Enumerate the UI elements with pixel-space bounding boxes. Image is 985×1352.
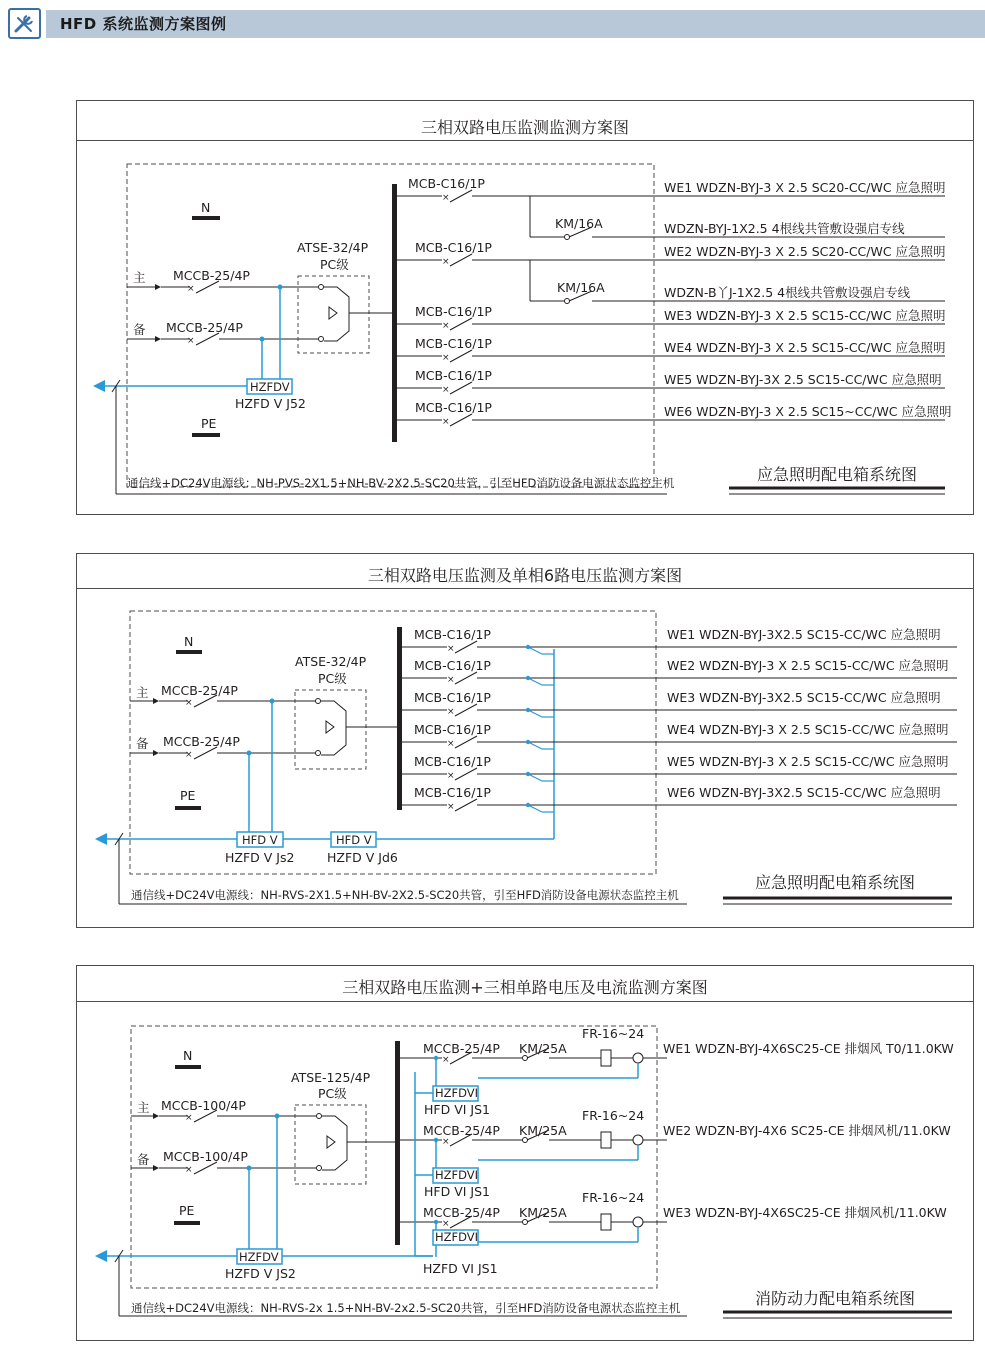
pe-label: PE xyxy=(179,1203,195,1218)
breaker-label: MCB-C16/1P xyxy=(415,240,492,255)
monitor-label-2: HZFD V Jd6 xyxy=(327,850,398,865)
branch-monitor-label: HZFD VI JS1 xyxy=(423,1261,498,1276)
mccb-branch-label: MCCB-25/4P xyxy=(423,1205,500,1220)
n-bar xyxy=(192,216,220,220)
mccb-branch-label: MCCB-25/4P xyxy=(423,1041,500,1056)
atse-label: ATSE-32/4P xyxy=(295,654,367,669)
n-label: N xyxy=(183,1048,193,1063)
signal-arrow xyxy=(95,833,107,845)
breaker-label: MCB-C16/1P xyxy=(415,368,492,383)
output-label: WE2 WDZN-BYJ-4X6 SC25-CE 排烟风机/11.0KW xyxy=(663,1123,951,1138)
output-label: WE1 WDZN-BYJ-4X6SC25-CE 排烟风 T0/11.0KW xyxy=(663,1041,954,1056)
svg-text:×: × xyxy=(185,750,193,760)
diagram-panel-2 xyxy=(76,553,974,928)
current-transformer xyxy=(633,1217,643,1227)
mccb-backup-label: MCCB-100/4P xyxy=(163,1149,248,1164)
atse-pc-label: PC级 xyxy=(318,671,347,686)
output-label: WDZN-B丫J-1X2.5 4根线共管敷设强启专线 xyxy=(664,285,911,300)
atse-label: ATSE-32/4P xyxy=(297,240,369,255)
panel-1-schematic xyxy=(77,101,975,516)
svg-text:×: × xyxy=(185,698,193,708)
breaker-label: MCB-C16/1P xyxy=(415,336,492,351)
output-label: WE2 WDZN-BYJ-3 X 2.5 SC20-CC/WC 应急照明 xyxy=(664,244,946,259)
svg-text:×: × xyxy=(447,802,455,812)
breaker-label: MCB-C16/1P xyxy=(414,754,491,769)
panel-3-schematic xyxy=(77,966,975,1342)
km-label: KM/25A xyxy=(519,1205,567,1220)
monitor-box-1-label: HFD V xyxy=(242,833,278,847)
n-label: N xyxy=(184,634,194,649)
svg-text:×: × xyxy=(442,385,450,395)
pe-label: PE xyxy=(180,788,196,803)
breaker-label: MCB-C16/1P xyxy=(414,690,491,705)
output-label: WE5 WDZN-BYJ-3X 2.5 SC15-CC/WC 应急照明 xyxy=(664,372,942,387)
output-label: WDZN-BYJ-1X2.5 4根线共管敷设强启专线 xyxy=(664,221,905,236)
mccb-main-label: MCCB-100/4P xyxy=(161,1098,246,1113)
main-label: 主 xyxy=(136,685,149,700)
svg-text:×: × xyxy=(442,1137,450,1147)
fr-label: FR-16~24 xyxy=(582,1108,645,1123)
signal-arrow xyxy=(95,1250,107,1262)
output-label: WE4 WDZN-BYJ-3 X 2.5 SC15-CC/WC 应急照明 xyxy=(667,722,949,737)
svg-text:×: × xyxy=(442,257,450,267)
km-label: KM/25A xyxy=(519,1041,567,1056)
current-transformer xyxy=(633,1135,643,1145)
output-label: WE3 WDZN-BYJ-4X6SC25-CE 排烟风机/11.0KW xyxy=(663,1205,947,1220)
tools-icon xyxy=(8,8,41,39)
breaker-label: MCB-C16/1P xyxy=(415,304,492,319)
svg-text:×: × xyxy=(442,1055,450,1065)
output-label: WE1 WDZN-BYJ-3 X 2.5 SC20-CC/WC 应急照明 xyxy=(664,180,946,195)
svg-text:×: × xyxy=(442,353,450,363)
thermal-relay xyxy=(601,1050,611,1066)
diagram-panel-1 xyxy=(76,100,974,515)
backup-label: 备 xyxy=(137,1152,150,1167)
mccb-backup-label: MCCB-25/4P xyxy=(163,734,240,749)
svg-text:×: × xyxy=(442,1219,450,1229)
mccb-branch-label: MCCB-25/4P xyxy=(423,1123,500,1138)
thermal-relay xyxy=(601,1214,611,1230)
svg-text:×: × xyxy=(185,1165,193,1175)
branch-monitor-box-label: HZFDVI xyxy=(435,1168,479,1182)
breaker-label: MCB-C16/1P xyxy=(414,722,491,737)
caption: 应急照明配电箱系统图 xyxy=(755,873,916,892)
output-label: WE3 WDZN-BYJ-3 X 2.5 SC15-CC/WC 应急照明 xyxy=(664,308,946,323)
branch-monitor-box-label: HZFDVI xyxy=(435,1230,479,1244)
page-title: HFD 系统监测方案图例 xyxy=(60,15,227,33)
output-label: WE3 WDZN-BYJ-3X2.5 SC15-CC/WC 应急照明 xyxy=(667,690,941,705)
fr-label: FR-16~24 xyxy=(582,1190,645,1205)
n-label: N xyxy=(201,200,211,215)
busbar xyxy=(395,1041,400,1245)
svg-text:×: × xyxy=(442,417,450,427)
busbar xyxy=(392,184,397,442)
branch-monitor-box-label: HZFDVI xyxy=(435,1086,479,1100)
breaker-label: MCB-C16/1P xyxy=(414,658,491,673)
branch-monitor-label: HFD VI JS1 xyxy=(424,1184,490,1199)
km-label: KM/16A xyxy=(557,280,605,295)
mccb-backup-label: MCCB-25/4P xyxy=(166,320,243,335)
thermal-relay xyxy=(601,1132,611,1148)
svg-text:×: × xyxy=(447,707,455,717)
svg-text:×: × xyxy=(447,675,455,685)
current-transformer xyxy=(633,1053,643,1063)
breaker-label: MCB-C16/1P xyxy=(415,400,492,415)
busbar xyxy=(397,627,402,810)
branch-monitor-label: HFD VI JS1 xyxy=(424,1102,490,1117)
svg-text:×: × xyxy=(187,336,195,346)
fr-label: FR-16~24 xyxy=(582,1026,645,1041)
pe-label: PE xyxy=(201,416,217,431)
km-label: KM/16A xyxy=(555,216,603,231)
mccb-main-label: MCCB-25/4P xyxy=(173,268,250,283)
breaker-label: MCB-C16/1P xyxy=(414,785,491,800)
monitor-label: HZFD V J52 xyxy=(235,396,306,411)
diagram-panel-3 xyxy=(76,965,974,1341)
breaker-label: MCB-C16/1P xyxy=(408,176,485,191)
output-label: WE1 WDZN-BYJ-3X2.5 SC15-CC/WC 应急照明 xyxy=(667,627,941,642)
main-label: 主 xyxy=(137,1100,150,1115)
output-label: WE6 WDZN-BYJ-3 X 2.5 SC15~CC/WC 应急照明 xyxy=(664,404,952,419)
monitor-label-1: HZFD V Js2 xyxy=(225,850,295,865)
note: 通信线+DC24V电源线：NH-PVS-2X1.5+NH-BV-2X2.5-SC20共管，引至HFD消防设备电源状态监控主机 xyxy=(127,476,675,490)
atse-pc-label: PC级 xyxy=(320,257,349,272)
svg-text:×: × xyxy=(447,739,455,749)
output-label: WE5 WDZN-BYJ-3 X 2.5 SC15-CC/WC 应急照明 xyxy=(667,754,949,769)
svg-text:×: × xyxy=(185,1113,193,1123)
panel-3-title: 三相双路电压监测+三相单路电压及电流监测方案图 xyxy=(342,978,708,997)
svg-text:×: × xyxy=(447,771,455,781)
monitor-label: HZFD V JS2 xyxy=(225,1266,296,1281)
atse-pc-label: PC级 xyxy=(318,1086,347,1101)
main-label: 主 xyxy=(133,270,146,285)
svg-text:×: × xyxy=(187,284,195,294)
panel-2-title: 三相双路电压监测及单相6路电压监测方案图 xyxy=(367,566,683,585)
monitor-box-label: HZFDV xyxy=(239,1250,279,1264)
output-label: WE2 WDZN-BYJ-3 X 2.5 SC15-CC/WC 应急照明 xyxy=(667,658,949,673)
note: 通信线+DC24V电源线：NH-RVS-2x 1.5+NH-BV-2x2.5-SC20共管，引至HFD消防设备电源状态监控主机 xyxy=(131,1301,681,1315)
caption: 消防动力配电箱系统图 xyxy=(755,1289,916,1308)
monitor-box-label: HZFDV xyxy=(250,380,290,394)
note: 通信线+DC24V电源线：NH-RVS-2X1.5+NH-BV-2X2.5-SC20共管，引至HFD消防设备电源状态监控主机 xyxy=(131,888,679,902)
mccb-main-label: MCCB-25/4P xyxy=(161,683,238,698)
km-label: KM/25A xyxy=(519,1123,567,1138)
panel-2-schematic xyxy=(77,554,975,929)
pe-bar xyxy=(192,433,220,437)
output-label: WE6 WDZN-BYJ-3X2.5 SC15-CC/WC 应急照明 xyxy=(667,785,941,800)
svg-text:×: × xyxy=(442,193,450,203)
caption: 应急照明配电箱系统图 xyxy=(757,465,918,484)
panel-1-title: 三相双路电压监测监测方案图 xyxy=(420,118,629,137)
monitor-box-2-label: HFD V xyxy=(336,833,372,847)
breaker-label: MCB-C16/1P xyxy=(414,627,491,642)
output-label: WE4 WDZN-BYJ-3 X 2.5 SC15-CC/WC 应急照明 xyxy=(664,340,946,355)
signal-arrow xyxy=(93,380,105,392)
svg-text:×: × xyxy=(447,644,455,654)
svg-text:×: × xyxy=(442,321,450,331)
atse-label: ATSE-125/4P xyxy=(291,1070,371,1085)
backup-label: 备 xyxy=(133,322,146,337)
backup-label: 备 xyxy=(136,736,149,751)
